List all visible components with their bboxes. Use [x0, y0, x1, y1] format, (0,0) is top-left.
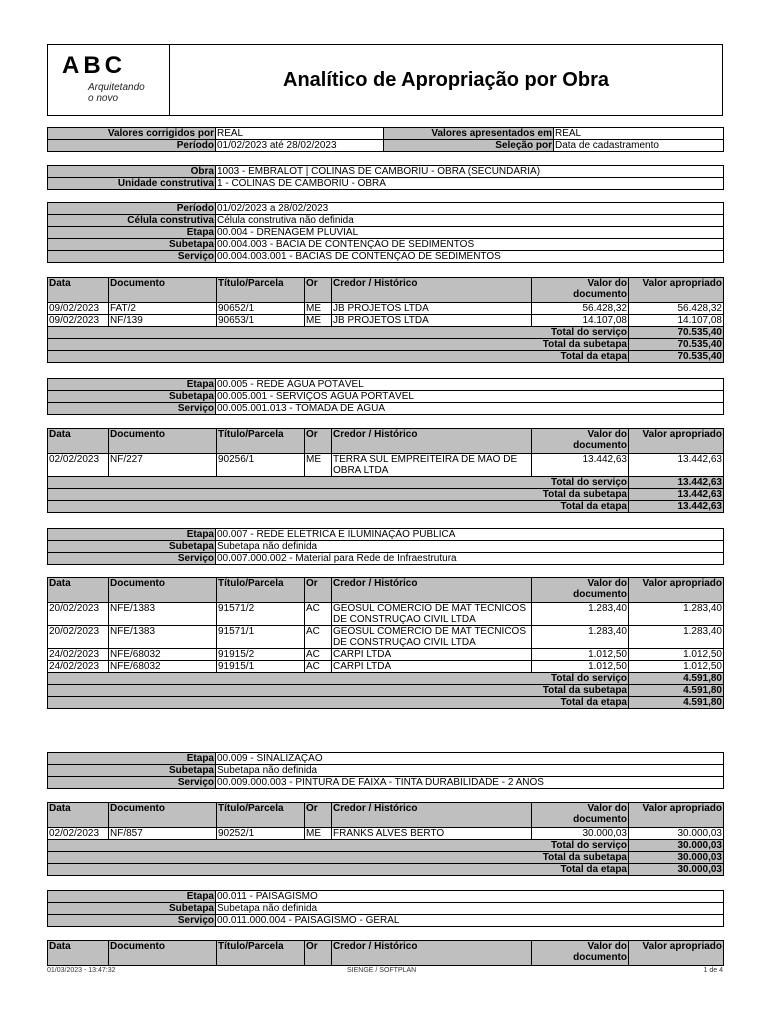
col-credor: Credor / Histórico	[332, 278, 532, 303]
s1-celula-label: Célula construtiva	[48, 215, 216, 227]
s1-total-subetapa: 70.535,40	[629, 339, 724, 351]
col-credor: Credor / Histórico	[332, 578, 532, 603]
col-valor-apr: Valor apropriado	[629, 278, 724, 303]
section1-info	[47, 202, 724, 263]
logo-tagline-1: Arquitetando	[88, 82, 145, 93]
col-documento: Documento	[109, 578, 217, 603]
col-or: Or	[305, 429, 332, 454]
cell-valor-doc: 1.012,50	[532, 649, 629, 661]
cell-documento: FAT/2	[109, 303, 217, 315]
cell-valor-doc: 1.283,40	[532, 626, 629, 649]
cell-documento: NFE/1383	[109, 626, 217, 649]
cell-titulo: 90652/1	[217, 303, 305, 315]
total-subetapa-label: Total da subetapa	[48, 685, 629, 697]
s4-servico-label: Serviço	[48, 777, 216, 789]
params-table	[47, 127, 724, 152]
cell-credor: CARPI LTDA	[332, 649, 532, 661]
cell-or: ME	[305, 454, 332, 477]
col-or: Or	[305, 803, 332, 828]
s3-servico-label: Serviço	[48, 553, 216, 565]
col-valor-apr: Valor apropriado	[629, 429, 724, 454]
valores-corrigidos-label: Valores corrigidos por	[48, 128, 216, 140]
section5-data	[47, 940, 724, 966]
cell-valor-apr: 1.283,40	[629, 626, 724, 649]
s1-total-servico: 70.535,40	[629, 327, 724, 339]
cell-data: 24/02/2023	[48, 661, 109, 673]
cell-valor-doc: 1.012,50	[532, 661, 629, 673]
report-title: Analítico de Apropriação por Obra	[283, 68, 609, 91]
section3-data	[47, 577, 724, 709]
valores-corrigidos-value: REAL	[216, 128, 384, 140]
cell-documento: NF/227	[109, 454, 217, 477]
s1-periodo: 01/02/2023 a 28/02/2023	[216, 203, 724, 215]
total-etapa-label: Total da etapa	[48, 864, 629, 876]
cell-credor: GEOSUL COMERCIO DE MAT TECNICOS DE CONSTRUÇAO CIVIL LTDA	[332, 626, 532, 649]
cell-valor-doc: 1.283,40	[532, 603, 629, 626]
col-data: Data	[48, 278, 109, 303]
total-subetapa-label: Total da subetapa	[48, 852, 629, 864]
s3-total-servico: 4.591,80	[629, 673, 724, 685]
total-subetapa-label: Total da subetapa	[48, 489, 629, 501]
cell-valor-doc: 30.000,03	[532, 828, 629, 840]
col-documento: Documento	[109, 278, 217, 303]
section3-info	[47, 528, 724, 565]
col-data: Data	[48, 941, 109, 966]
cell-titulo: 91915/1	[217, 661, 305, 673]
total-etapa-label: Total da etapa	[48, 501, 629, 513]
section4-data	[47, 802, 724, 876]
col-data: Data	[48, 429, 109, 454]
cell-valor-doc: 13.442,63	[532, 454, 629, 477]
cell-data: 02/02/2023	[48, 454, 109, 477]
s5-etapa: 00.011 - PAISAGISMO	[216, 891, 724, 903]
cell-or: ME	[305, 828, 332, 840]
section4-info	[47, 752, 724, 789]
s2-total-subetapa: 13.442,63	[629, 489, 724, 501]
footer-system: SIENGE / SOFTPLAN	[347, 967, 417, 974]
s2-total-etapa: 13.442,63	[629, 501, 724, 513]
cell-credor: GEOSUL COMERCIO DE MAT TECNICOS DE CONSTRUÇAO CIVIL LTDA	[332, 603, 532, 626]
s1-periodo-label: Período	[48, 203, 216, 215]
cell-valor-apr: 1.283,40	[629, 603, 724, 626]
col-valor-apr: Valor apropriado	[629, 803, 724, 828]
cell-valor-apr: 1.012,50	[629, 649, 724, 661]
total-servico-label: Total do serviço	[48, 673, 629, 685]
section5-info	[47, 890, 724, 927]
s3-total-etapa: 4.591,80	[629, 697, 724, 709]
selecao-label: Seleção por	[384, 140, 554, 152]
s3-total-subetapa: 4.591,80	[629, 685, 724, 697]
footer-page: 1 de 4	[703, 967, 723, 974]
cell-documento: NFE/68032	[109, 649, 217, 661]
col-titulo: Título/Parcela	[217, 578, 305, 603]
col-or: Or	[305, 278, 332, 303]
col-documento: Documento	[109, 429, 217, 454]
total-subetapa-label: Total da subetapa	[48, 339, 629, 351]
col-valor-doc: Valor do documento	[532, 803, 629, 828]
cell-credor: TERRA SUL EMPREITEIRA DE MAO DE OBRA LTDA	[332, 454, 532, 477]
col-valor-doc: Valor do documento	[532, 278, 629, 303]
obra-value: 1003 - EMBRALOT | COLINAS DE CAMBORIU - OBRA (SECUNDÁRIA)	[216, 166, 724, 178]
col-or: Or	[305, 941, 332, 966]
s4-servico: 00.009.000.003 - PINTURA DE FAIXA - TINTA DURABILIDADE - 2 ANOS	[216, 777, 724, 789]
cell-documento: NF/857	[109, 828, 217, 840]
cell-valor-doc: 56.428,32	[532, 303, 629, 315]
col-valor-doc: Valor do documento	[532, 941, 629, 966]
s5-subetapa: Subetapa não definida	[216, 903, 724, 915]
table-row	[48, 649, 724, 661]
col-credor: Credor / Histórico	[332, 941, 532, 966]
footer-timestamp: 01/03/2023 - 13:47:32	[47, 967, 116, 974]
col-titulo: Título/Parcela	[217, 429, 305, 454]
s1-servico-label: Serviço	[48, 251, 216, 263]
table-row	[48, 315, 724, 327]
obra-label: Obra	[48, 166, 216, 178]
col-valor-doc: Valor do documento	[532, 429, 629, 454]
cell-documento: NFE/1383	[109, 603, 217, 626]
s1-celula: Célula construtiva não definida	[216, 215, 724, 227]
cell-credor: JB PROJETOS LTDA	[332, 303, 532, 315]
valores-apresentados-value: REAL	[554, 128, 724, 140]
unidade-label: Unidade construtiva	[48, 178, 216, 190]
logo-tagline-2: o novo	[88, 93, 119, 104]
cell-titulo: 91571/2	[217, 603, 305, 626]
s2-servico-label: Serviço	[48, 403, 216, 415]
s5-servico-label: Serviço	[48, 915, 216, 927]
s1-etapa-label: Etapa	[48, 227, 216, 239]
s1-etapa: 00.004 - DRENAGEM PLUVIAL	[216, 227, 724, 239]
total-servico-label: Total do serviço	[48, 327, 629, 339]
cell-data: 09/02/2023	[48, 303, 109, 315]
s2-servico: 00.005.001.013 - TOMADA DE ÁGUA	[216, 403, 724, 415]
s1-servico: 00.004.003.001 - BACIAS DE CONTENÇÃO DE SEDIMENTOS	[216, 251, 724, 263]
cell-titulo: 91915/2	[217, 649, 305, 661]
total-servico-label: Total do serviço	[48, 477, 629, 489]
s2-subetapa: 00.005.001 - SERVIÇOS ÁGUA PORTÁVEL	[216, 391, 724, 403]
cell-documento: NF/139	[109, 315, 217, 327]
cell-valor-apr: 56.428,32	[629, 303, 724, 315]
logo-text: ABC	[62, 52, 126, 79]
s5-servico: 00.011.000.004 - PAISAGISMO - GERAL	[216, 915, 724, 927]
cell-or: AC	[305, 661, 332, 673]
cell-titulo: 90653/1	[217, 315, 305, 327]
cell-data: 02/02/2023	[48, 828, 109, 840]
total-etapa-label: Total da etapa	[48, 697, 629, 709]
cell-or: AC	[305, 649, 332, 661]
s4-total-servico: 30.000,03	[629, 840, 724, 852]
col-documento: Documento	[109, 803, 217, 828]
col-or: Or	[305, 578, 332, 603]
table-row	[48, 626, 724, 649]
cell-or: AC	[305, 603, 332, 626]
selecao-value: Data de cadastramento	[554, 140, 724, 152]
cell-titulo: 90252/1	[217, 828, 305, 840]
s1-subetapa: 00.004.003 - BACIA DE CONTENÇÃO DE SEDIMENTOS	[216, 239, 724, 251]
table-row	[48, 661, 724, 673]
s3-servico: 00.007.000.002 - Material para Rede de Infraestrutura	[216, 553, 724, 565]
col-valor-apr: Valor apropriado	[629, 578, 724, 603]
cell-titulo: 90256/1	[217, 454, 305, 477]
s2-total-servico: 13.442,63	[629, 477, 724, 489]
cell-or: AC	[305, 626, 332, 649]
table-row	[48, 603, 724, 626]
cell-valor-apr: 14.107,08	[629, 315, 724, 327]
s3-subetapa-label: Subetapa	[48, 541, 216, 553]
s4-total-etapa: 30.000,03	[629, 864, 724, 876]
valores-apresentados-label: Valores apresentados em	[384, 128, 554, 140]
s2-subetapa-label: Subetapa	[48, 391, 216, 403]
cell-data: 24/02/2023	[48, 649, 109, 661]
company-logo	[48, 45, 170, 115]
s2-etapa: 00.005 - REDE ÁGUA POTÁVEL	[216, 379, 724, 391]
section1-data	[47, 277, 724, 363]
table-row	[48, 828, 724, 840]
cell-titulo: 91571/1	[217, 626, 305, 649]
col-titulo: Título/Parcela	[217, 278, 305, 303]
cell-or: ME	[305, 315, 332, 327]
col-valor-doc: Valor do documento	[532, 578, 629, 603]
cell-data: 09/02/2023	[48, 315, 109, 327]
periodo-value: 01/02/2023 até 28/02/2023	[216, 140, 384, 152]
s5-subetapa-label: Subetapa	[48, 903, 216, 915]
periodo-label: Período	[48, 140, 216, 152]
col-credor: Credor / Histórico	[332, 803, 532, 828]
col-titulo: Título/Parcela	[217, 803, 305, 828]
obra-table	[47, 165, 724, 190]
s4-subetapa-label: Subetapa	[48, 765, 216, 777]
s4-etapa-label: Etapa	[48, 753, 216, 765]
s5-etapa-label: Etapa	[48, 891, 216, 903]
cell-valor-apr: 30.000,03	[629, 828, 724, 840]
s3-subetapa: Subetapa não definida	[216, 541, 724, 553]
cell-valor-apr: 1.012,50	[629, 661, 724, 673]
cell-credor: JB PROJETOS LTDA	[332, 315, 532, 327]
cell-credor: FRANKS ALVES BERTO	[332, 828, 532, 840]
cell-data: 20/02/2023	[48, 626, 109, 649]
col-data: Data	[48, 578, 109, 603]
s3-etapa: 00.007 - REDE ELÉTRICA E ILUMINAÇÃO PÚBLICA	[216, 529, 724, 541]
report-header	[47, 44, 723, 116]
s1-total-etapa: 70.535,40	[629, 351, 724, 363]
col-titulo: Título/Parcela	[217, 941, 305, 966]
total-servico-label: Total do serviço	[48, 840, 629, 852]
col-documento: Documento	[109, 941, 217, 966]
s3-etapa-label: Etapa	[48, 529, 216, 541]
s2-etapa-label: Etapa	[48, 379, 216, 391]
cell-data: 20/02/2023	[48, 603, 109, 626]
col-credor: Credor / Histórico	[332, 429, 532, 454]
s4-etapa: 00.009 - SINALIZAÇÃO	[216, 753, 724, 765]
unidade-value: 1 - COLINAS DE CAMBORIU - OBRA	[216, 178, 724, 190]
table-row	[48, 303, 724, 315]
section2-info	[47, 378, 724, 415]
s4-subetapa: Subetapa não definida	[216, 765, 724, 777]
col-valor-apr: Valor apropriado	[629, 941, 724, 966]
s4-total-subetapa: 30.000,03	[629, 852, 724, 864]
col-data: Data	[48, 803, 109, 828]
s1-subetapa-label: Subetapa	[48, 239, 216, 251]
cell-valor-apr: 13.442,63	[629, 454, 724, 477]
table-row	[48, 454, 724, 477]
cell-credor: CARPI LTDA	[332, 661, 532, 673]
cell-valor-doc: 14.107,08	[532, 315, 629, 327]
cell-or: ME	[305, 303, 332, 315]
cell-documento: NFE/68032	[109, 661, 217, 673]
section2-data	[47, 428, 724, 513]
total-etapa-label: Total da etapa	[48, 351, 629, 363]
